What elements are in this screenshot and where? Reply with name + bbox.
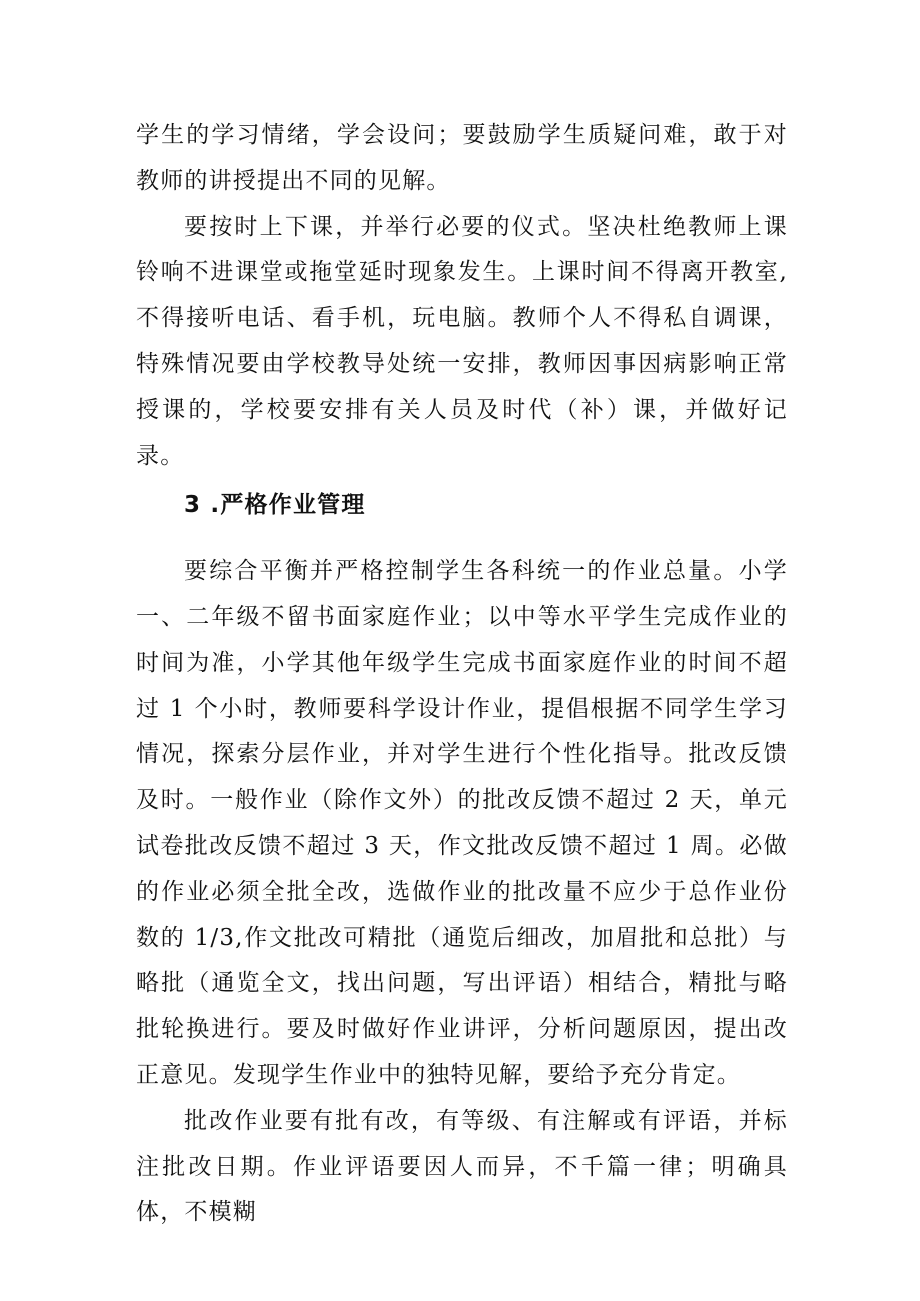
paragraph-continuation: 学生的学习情绪，学会设问；要鼓励学生质疑问难，敢于对教师的讲授提出不同的见解。 <box>136 122 788 194</box>
paragraph-class-discipline: 要按时上下课，并举行必要的仪式。坚决杜绝教师上课铃响不进课堂或拖堂延时现象发生。上课时间不得离开教室,不得接听电话、看手机，玩电脑。教师个人不得私自调课，特殊情况要由学校教导处统一安排，教师因事因病影响正常授课的，学校要安排有关人员及时代（补）课，并做好记录。 <box>136 213 788 469</box>
paragraph-homework-marking: 批改作业要有批有改，有等级、有注解或有评语，并标注批改日期。作业评语要因人而异，不千篇一律；明确具体，不模糊 <box>136 1107 788 1226</box>
document-body <box>136 113 788 1236</box>
section-heading: 3 .严格作业管理 <box>184 492 366 519</box>
paragraph-homework-management: 要综合平衡并严格控制学生各科统一的作业总量。小学一、二年级不留书面家庭作业；以中等水平学生完成作业的时间为准，小学其他年级学生完成书面家庭作业的时间不超过 1 个小时，教师要科学设计作业，提倡根据不同学生学习情况，探索分层作业，并对学生进行个性化指导。批改反馈及时。一般作业（除作文外）的批改反馈不超过 2 天，单元试卷批改反馈不超过 3 天，作文批改反馈不超过 1 周。必做的作业必须全批全改，选做作业的批改量不应少于总作业份数的 1/3,作文批改可精批（通览后细改，加眉批和总批）与略批（通览全文，找出问题，写出评语）相结合，精批与略批轮换进行。要及时做好作业讲评，分析问题原因，提出改正意见。发现学生作业中的独特见解，要给予充分肯定。 <box>136 558 788 1088</box>
